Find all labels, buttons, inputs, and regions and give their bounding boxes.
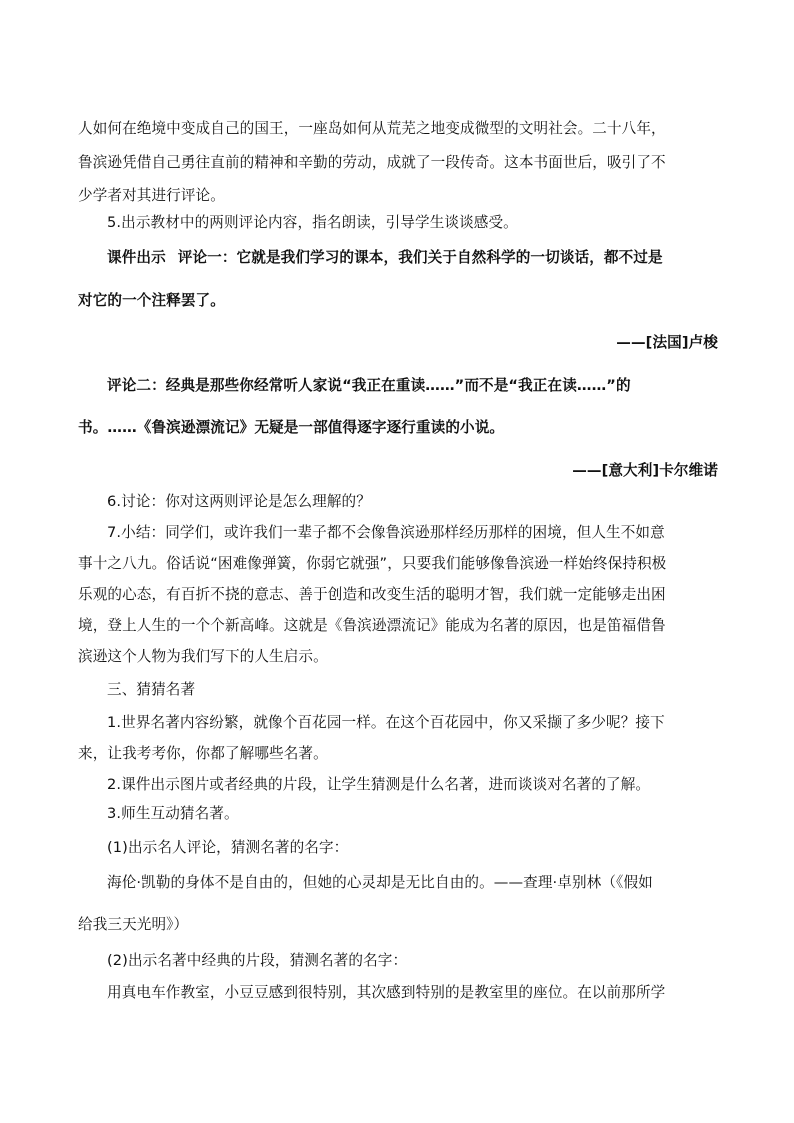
sub-item-2: (2)出示名著中经典的片段，猜测名著的名字： xyxy=(107,952,408,969)
sub-item-1: (1)出示名人评论，猜测名著的名字： xyxy=(107,839,349,856)
review-2-author: ——[意大利]卡尔维诺 xyxy=(572,462,718,479)
section-3-heading: 三、猜猜名著 xyxy=(107,681,196,698)
quote-1-line-1: 海伦·凯勒的身体不是自由的，但她的心灵却是无比自由的。——查理·卓别林（《假如 xyxy=(107,874,653,891)
review-2-line-2: 书。……《鲁滨逊漂流记》无疑是一部值得逐字逐行重读的小说。 xyxy=(78,419,505,436)
review-2-line-1: 评论二：经典是那些你经常听人家说“我正在重读……”而不是“我正在读……”的 xyxy=(107,377,631,394)
item-2: 2.课件出示图片或者经典的片段，让学生猜测是什么名著，进而谈谈对名著的了解。 xyxy=(107,776,651,793)
item-3: 3.师生互动猜名著。 xyxy=(107,805,239,822)
review-1-author: ——[法国]卢梭 xyxy=(616,334,718,351)
step-5: 5.出示教材中的两则评论内容，指名朗读，引导学生谈谈感受。 xyxy=(107,214,518,231)
step-7-line-4: 境，登上人生的一个个新高峰。这就是《鲁滨逊漂流记》能成为名著的原因，也是笛福借鲁 xyxy=(78,617,666,634)
intro-line-2: 鲁滨逊凭借自己勇往直前的精神和辛勤的劳动，成就了一段传奇。这本书面世后，吸引了不 xyxy=(78,154,666,171)
quote-1-line-2: 给我三天光明》） xyxy=(78,916,189,933)
step-7-line-5: 滨逊这个人物为我们写下的人生启示。 xyxy=(78,648,328,665)
intro-line-1: 人如何在绝境中变成自己的国王，一座岛如何从荒芜之地变成微型的文明社会。二十八年， xyxy=(78,120,666,137)
step-7-line-2: 事十之八九。俗话说“困难像弹簧，你弱它就强”，只要我们能够像鲁滨逊一样始终保持积极 xyxy=(78,555,667,572)
courseware-label: 课件出示 xyxy=(107,249,166,266)
intro-line-3: 少学者对其进行评论。 xyxy=(78,187,225,204)
step-7-line-1: 7.小结：同学们，或许我们一辈子都不会像鲁滨逊那样经历那样的困境，但人生不如意 xyxy=(107,524,665,541)
review-1-text: 评论一：它就是我们学习的课本，我们关于自然科学的一切谈话，都不过是 xyxy=(177,249,663,266)
review-1-line-1 xyxy=(107,248,718,268)
step-7-line-3: 乐观的心态，有百折不挠的意志、善于创造和改变生活的聪明才智，我们就一定能够走出困 xyxy=(78,586,666,603)
review-1-line-2: 对它的一个注释罢了。 xyxy=(78,292,225,309)
step-6: 6.讨论：你对这两则评论是怎么理解的？ xyxy=(107,493,371,510)
quote-2: 用真电车作教室，小豆豆感到很特别，其次感到特别的是教室里的座位。在以前那所学 xyxy=(107,984,666,1001)
item-1-line-2: 来，让我考考你，你都了解哪些名著。 xyxy=(78,745,328,762)
item-1-line-1: 1.世界名著内容纷繁，就像个百花园一样。在这个百花园中，你又采撷了多少呢？接下 xyxy=(107,714,665,731)
